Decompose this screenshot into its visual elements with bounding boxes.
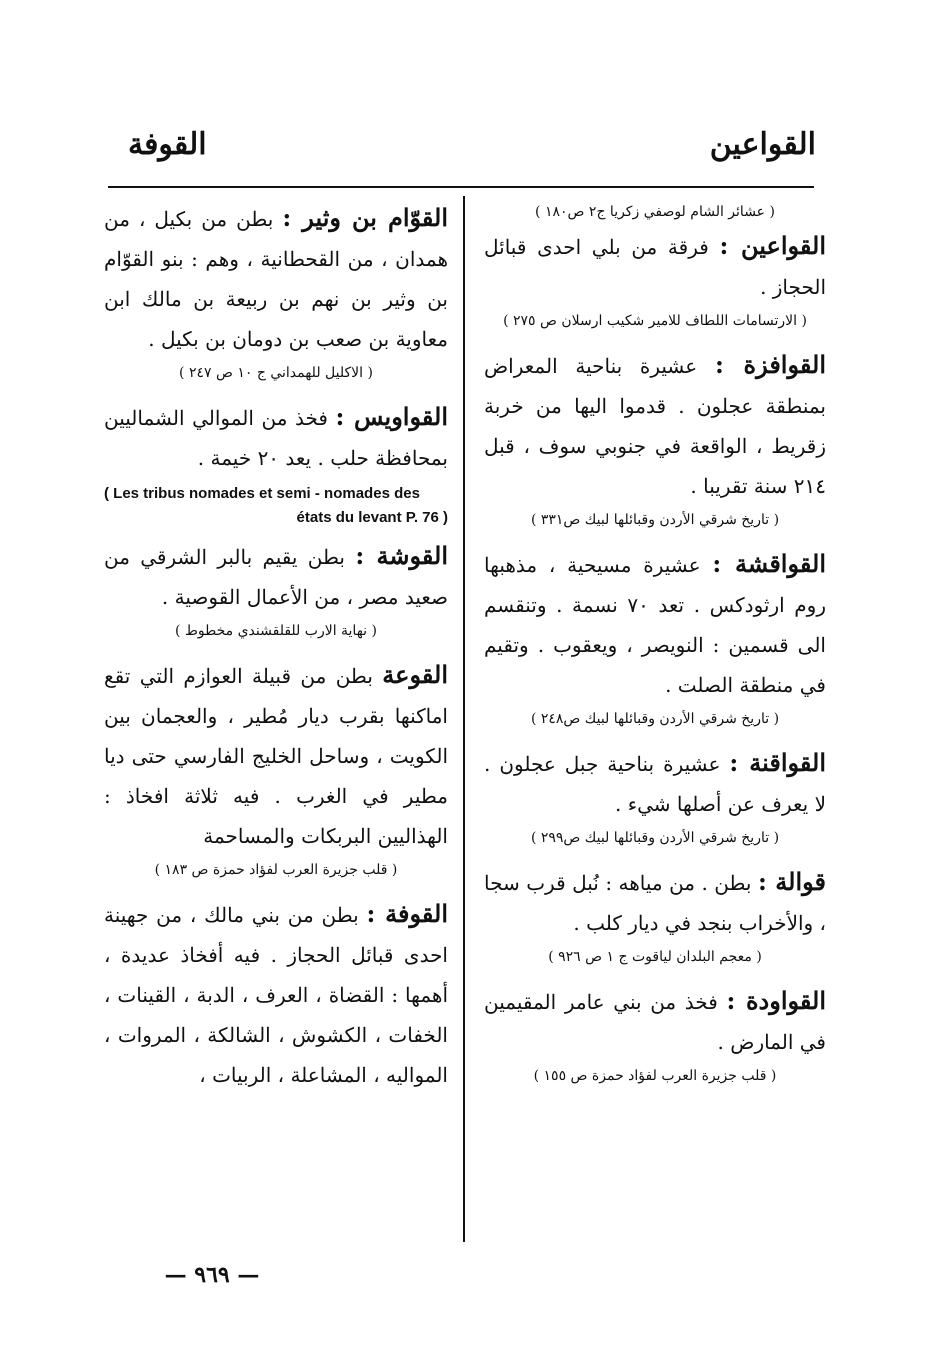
entry-text: فرقة من بلي احدى قبائل الحجاز . — [484, 235, 826, 299]
entry-text: بطن يقيم بالبر الشرقي من صعيد مصر ، من الأعمال القوصية . — [104, 545, 448, 609]
entry-reference: ( قلب جزيرة العرب لفؤاد حمزة ص ١٥٥ ) — [533, 1068, 777, 1084]
entry-reference-french: ( Les tribus nomades et semi - nomades des états du levant P. 76 ) — [104, 485, 448, 526]
entry-qawawida — [484, 981, 826, 1090]
entry-text: بطن من بني مالك ، من جهينة احدى قبائل الحجاز . فيه أفخاذ عديدة ، أهمها : القضاة ، العرف ، الدبة ، القينات ، الخفات ، الكشوش ، الشالكة ، المروات ، المواليه ، المشاعلة ، الربيات ، — [104, 903, 448, 1087]
entry-headword: القوشة : — [355, 541, 448, 570]
entry-qawsha — [104, 536, 448, 645]
running-header-left: القوفة — [128, 127, 207, 162]
entry-text: عشيرة بناحية المعراض بمنطقة عجلون . قدموا اليها من خربة زقريط ، الواقعة في جنوبي سوف ، قبل ٢١٤ سنة تقريبا . — [484, 354, 826, 498]
entry-qawea — [104, 655, 448, 884]
left-column — [104, 198, 448, 1095]
entry-qawwam — [104, 198, 448, 387]
entry-headword: القوّام بن وثير : — [282, 203, 449, 232]
header-rule — [108, 186, 814, 188]
entry-headword: القوافزة : — [714, 350, 826, 379]
entry-reference: ( نهاية الارب للقلقشندي مخطوط ) — [175, 623, 377, 639]
entry-quwala — [484, 862, 826, 971]
entry-text: فخذ من الموالي الشماليين بمحافظة حلب . يعد ٢٠ خيمة . — [104, 406, 448, 470]
entry-headword: القوعة — [382, 660, 449, 689]
page-number: — ٩٦٩ — — [164, 1262, 260, 1288]
entry-text: بطن من قبيلة العوازم التي تقع اماكنها بقرب ديار مُطير ، والعجمان بين الكويت ، وساحل الخليج الفارسي حتى ديا مطير في الغرب . فيه ثلاثة افخاذ : الهذاليين البربكات والمساحمة — [104, 664, 448, 848]
entry-reference: ( الاكليل للهمداني ج ١٠ ص ٢٤٧ ) — [179, 365, 373, 381]
entry-reference: ( الارتسامات اللطاف للامير شكيب ارسلان ص ٢٧٥ ) — [503, 313, 807, 329]
entry-reference: ( تاريخ شرقي الأردن وقبائلها لبيك ص٢٩٩ ) — [530, 830, 780, 846]
entry-qawfa — [104, 894, 448, 1095]
entry-headword: القواقنة : — [729, 748, 827, 777]
entry-reference: ( معجم البلدان لياقوت ج ١ ص ٩٢٦ ) — [548, 949, 762, 965]
entry-qawaqina — [484, 743, 826, 852]
entry-reference: ( قلب جزيرة العرب لفؤاد حمزة ص ١٨٣ ) — [154, 862, 398, 878]
right-column — [484, 198, 826, 1090]
entry-text: بطن . من مياهه : نُبل قرب سجا ، والأخراب بنجد في ديار كلب . — [484, 871, 826, 935]
entry-qawaqisha — [484, 544, 826, 733]
entry-qawaein — [484, 226, 826, 335]
entry-headword: القواعين : — [719, 231, 827, 260]
entry-headword: القواقشة : — [712, 549, 826, 578]
entry-qawafiza — [484, 345, 826, 534]
entry-headword: القواودة : — [726, 986, 827, 1015]
entry-text: عشيرة بناحية جبل عجلون . لا يعرف عن أصلها شيء . — [484, 752, 826, 816]
entry-text: فخذ من بني عامر المقيمين في المارض . — [484, 990, 826, 1054]
entry-qawawis — [104, 397, 448, 530]
entry-headword: القواويس : — [335, 402, 448, 431]
entry-headword: قوالة : — [757, 867, 827, 896]
entry-continuation — [484, 198, 826, 226]
entry-reference: ( تاريخ شرقي الأردن وقبائلها لبيك ص٢٤٨ ) — [530, 711, 780, 727]
entry-headword: القوفة : — [366, 899, 448, 928]
entry-reference: ( عشائر الشام لوصفي زكريا ج٢ ص١٨٠ ) — [535, 204, 775, 220]
running-header-right: القواعين — [709, 127, 816, 162]
entry-text: بطن من بكيل ، من همدان ، من القحطانية ، وهم : بنو القوّام بن وثير بن نهم بن ربيعة بن مالك ابن معاوية بن صعب بن دومان بن بكيل . — [104, 207, 448, 351]
entry-reference: ( تاريخ شرقي الأردن وقبائلها لبيك ص٣٣١ ) — [530, 512, 780, 528]
entry-text: عشيرة مسيحية ، مذهبها روم ارثودكس . تعد ٧٠ نسمة . وتنقسم الى قسمين : النويصر ، ويعقوب . وتقيم في منطقة الصلت . — [484, 553, 826, 697]
column-divider — [463, 196, 465, 1242]
